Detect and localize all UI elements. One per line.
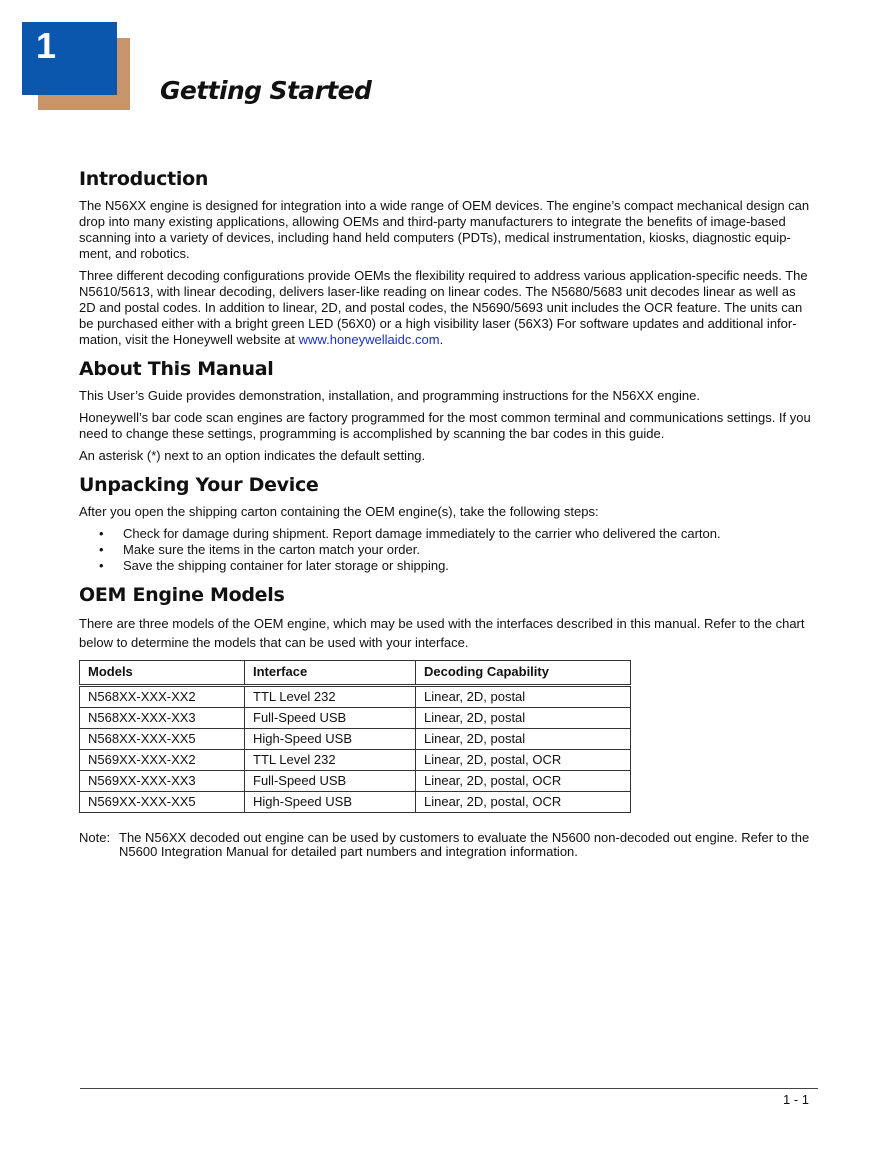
table-cell: High-Speed USB [245, 792, 416, 813]
engine-models-intro: There are three models of the OEM engine, which may be used with the interfaces described in this manual. Refer to the chart below to determine the models that can be used with your interface. [79, 616, 805, 650]
table-cell: N569XX-XXX-XX2 [80, 750, 245, 771]
table-cell: Full-Speed USB [245, 771, 416, 792]
table-row [80, 750, 631, 771]
footer-divider [80, 1088, 818, 1089]
unpacking-section [79, 474, 814, 574]
note [79, 831, 814, 859]
table-header-row [80, 661, 631, 686]
table-cell: High-Speed USB [245, 729, 416, 750]
about-manual-paragraph-2: Honeywell’s bar code scan engines are factory programmed for the most common terminal and communications settings. If you need to change these settings, programming is accomplished by scanning the bar codes in this guide. [79, 410, 811, 441]
honeywell-website-link[interactable]: www.honeywellaidc.com [298, 332, 440, 347]
bullet-icon: • [99, 558, 104, 573]
page-number: 1 - 1 [782, 1092, 809, 1107]
table-cell: Linear, 2D, postal, OCR [416, 771, 631, 792]
chapter-number: 1 [36, 25, 57, 66]
chapter-number-badge [22, 22, 117, 95]
table-cell: Linear, 2D, postal [416, 686, 631, 708]
introduction-paragraph-2-text: Three different decoding configurations provide OEMs the flexibility required to address various application-specific needs. The N5610/5613, with linear decoding, delivers laser-like reading on linear codes. The N5680/5683 unit decodes linear as well as 2D and postal codes. In addition to linear, 2D, and postal codes, the N5690/5693 unit includes the OCR feature. The units can be purchased either with a bright green LED (56X0) or a high visibility laser (56X3) For software updates and additional infor-mation, visit the Honeywell website at [79, 268, 808, 347]
table-cell: Linear, 2D, postal, OCR [416, 750, 631, 771]
chapter-title: Getting Started [160, 76, 372, 105]
note-label: Note: [79, 830, 111, 845]
table-cell: N569XX-XXX-XX3 [80, 771, 245, 792]
list-item: • Make sure the items in the carton match your order. [99, 542, 420, 557]
table-cell: N568XX-XXX-XX2 [80, 686, 245, 708]
engine-models-table [79, 660, 631, 813]
table-cell: TTL Level 232 [245, 686, 416, 708]
about-manual-paragraph-3: An asterisk (*) next to an option indicates the default setting. [79, 448, 426, 463]
about-manual-paragraph-1: This User’s Guide provides demonstration, installation, and programming instructions for the N56XX engine. [79, 388, 700, 403]
list-item: • Save the shipping container for later storage or shipping. [99, 558, 449, 573]
column-header-models: Models [80, 661, 245, 686]
introduction-paragraph-1: The N56XX engine is designed for integration into a wide range of OEM devices. The engine’s compact mechanical design can drop into many existing applications, allowing OEMs and third-party manufacturers to integrate the benefits of image-based scanning into a variety of devices, including hand held computers (PDTs), medical instrumentation, kiosks, diagnostic equip-ment, and robotics. [79, 198, 810, 261]
table-row [80, 792, 631, 813]
column-header-decoding: Decoding Capability [416, 661, 631, 686]
unpacking-steps-list [79, 526, 814, 574]
unpacking-intro: After you open the shipping carton containing the OEM engine(s), take the following steps: [79, 504, 599, 519]
bullet-icon: • [99, 542, 104, 557]
table-cell: Linear, 2D, postal [416, 729, 631, 750]
table-cell: TTL Level 232 [245, 750, 416, 771]
table-cell: N568XX-XXX-XX5 [80, 729, 245, 750]
engine-models-heading: OEM Engine Models [79, 584, 285, 606]
column-header-interface: Interface [245, 661, 416, 686]
table-row [80, 686, 631, 708]
table-cell: Linear, 2D, postal, OCR [416, 792, 631, 813]
bullet-icon: • [99, 526, 104, 541]
table-cell: N569XX-XXX-XX5 [80, 792, 245, 813]
table-cell: Linear, 2D, postal [416, 708, 631, 729]
table-row [80, 771, 631, 792]
introduction-paragraph-2-end: . [439, 332, 444, 347]
list-item: • Check for damage during shipment. Report damage immediately to the carrier who delivered the carton. [99, 526, 721, 541]
table-row [80, 729, 631, 750]
about-manual-heading: About This Manual [79, 358, 274, 380]
note-text: The N56XX decoded out engine can be used by customers to evaluate the N5600 non-decoded out engine. Refer to the N5600 Integration Manual for detailed part numbers and integration information. [119, 830, 810, 859]
page-content [79, 168, 814, 859]
introduction-paragraph-2 [79, 268, 814, 348]
engine-models-section [79, 584, 814, 859]
introduction-heading: Introduction [79, 168, 209, 190]
introduction-section [79, 168, 814, 348]
table-cell: Full-Speed USB [245, 708, 416, 729]
table-cell: N568XX-XXX-XX3 [80, 708, 245, 729]
table-row [80, 708, 631, 729]
unpacking-heading: Unpacking Your Device [79, 474, 319, 496]
about-manual-section [79, 358, 814, 464]
